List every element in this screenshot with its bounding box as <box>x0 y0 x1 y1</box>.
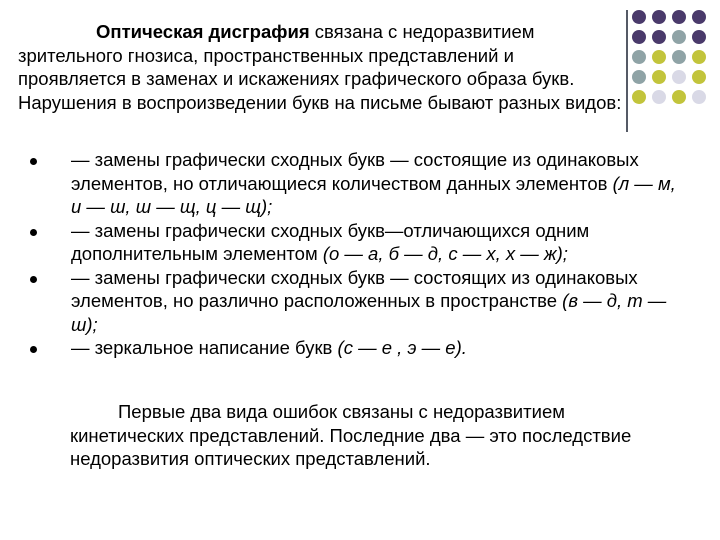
decorative-dot <box>672 10 686 24</box>
closing-text: Первые два вида ошибок связаны с недоразвитием кинетических представлений. Последние два — это последствие недоразвития оптических представлений. <box>70 401 632 469</box>
list-item-text: — зеркальное написание букв <box>71 337 338 358</box>
decorative-dot <box>692 90 706 104</box>
decorative-dot <box>672 90 686 104</box>
bullet-icon <box>30 346 37 353</box>
intro-text: связана с недоразвитием зрительного гнозиса, пространственных представлений и проявляется в заменах и искажениях графического образа букв. Нарушения в воспроизведении букв на письме бывают разных видов: <box>18 21 622 113</box>
decorative-dot <box>652 10 666 24</box>
list-item-example: (с — е , э — е). <box>337 337 467 358</box>
intro-term: Оптическая дисграфия <box>96 21 310 42</box>
list-item-example: (о — а, б — д, с — х, х — ж); <box>322 243 568 264</box>
decorative-dot <box>672 50 686 64</box>
list-item <box>30 219 690 266</box>
decorative-dot <box>652 70 666 84</box>
list-item <box>30 266 690 337</box>
list-item-text: — замены графически сходных букв — состоящие из одинаковых элементов, но отличающиеся количеством данных элементов <box>71 149 639 194</box>
list-item-example: (л — м, и — ш, ш — щ, ц — щ); <box>71 172 676 217</box>
decorative-dot <box>632 90 646 104</box>
decorative-dot <box>632 50 646 64</box>
decorative-dot <box>652 90 666 104</box>
decorative-dot <box>652 30 666 44</box>
decorative-dot <box>692 70 706 84</box>
list-item-example: (в — д, т — ш); <box>71 290 667 335</box>
list-item-text: — замены графически сходных букв—отличающихся одним дополнительным элементом <box>71 219 590 264</box>
decorative-dot <box>692 50 706 64</box>
decorative-dot <box>672 70 686 84</box>
error-types-list <box>30 148 690 360</box>
intro-paragraph <box>18 20 623 114</box>
divider-line <box>626 10 628 132</box>
decorative-dot <box>632 30 646 44</box>
decorative-dot <box>652 50 666 64</box>
decorative-dot <box>692 30 706 44</box>
decorative-dot <box>692 10 706 24</box>
bullet-icon <box>30 276 37 283</box>
bullet-icon <box>30 158 37 165</box>
bullet-icon <box>30 229 37 236</box>
decorative-dot <box>672 30 686 44</box>
decorative-dot <box>632 70 646 84</box>
closing-paragraph <box>70 400 670 471</box>
list-item-text: — замены графически сходных букв — состоящих из одинаковых элементов, но различно расположенных в пространстве <box>71 266 638 311</box>
list-item <box>30 148 690 219</box>
decorative-dot <box>632 10 646 24</box>
list-item <box>30 336 690 360</box>
